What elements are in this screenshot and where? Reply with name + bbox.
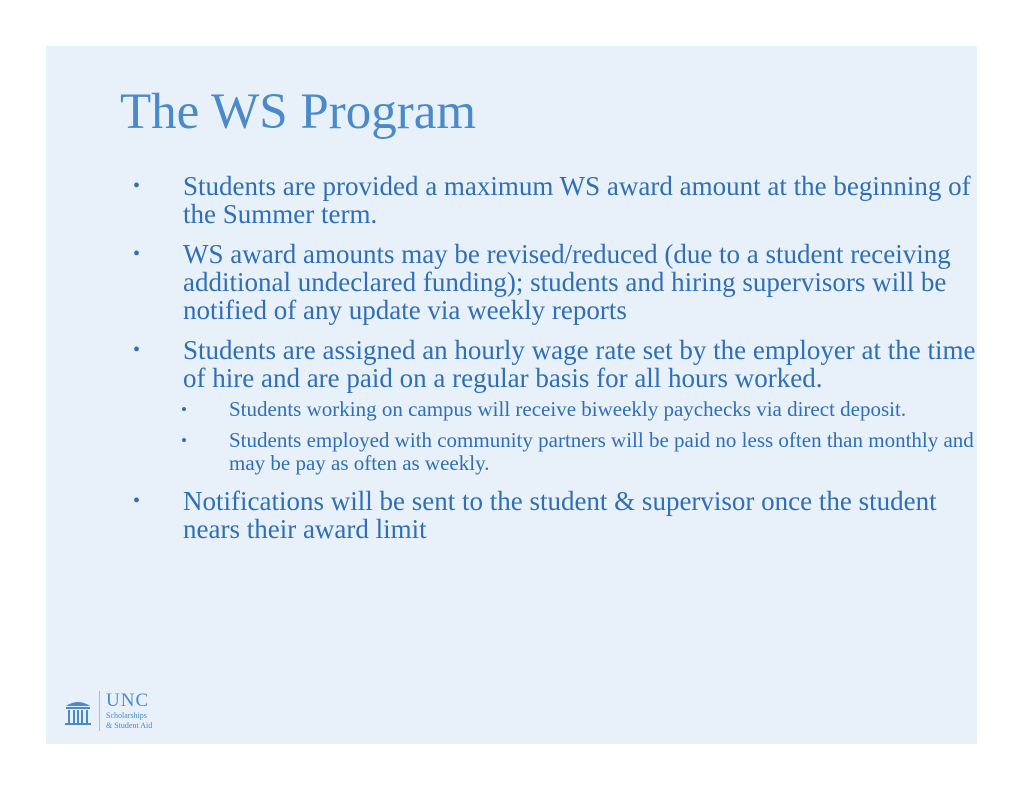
sub-bullet-item (46, 398, 977, 421)
sub-bullet-marker: • (181, 400, 187, 419)
slide (46, 46, 977, 744)
logo-name: UNC (106, 690, 150, 711)
sub-bullet-marker: • (181, 431, 187, 450)
bullet-item (46, 172, 977, 228)
bullet-marker: • (133, 339, 141, 361)
sub-bullet-list (183, 398, 977, 475)
bullet-item (46, 240, 977, 324)
bullet-text: WS award amounts may be revised/reduced (due to a student receiving additional undeclared funding); students and hiring supervisors will be notified of any update via weekly reports (183, 239, 951, 325)
logo-subtitle-line2: & Student Aid (106, 721, 153, 730)
sub-bullet-text: Students employed with community partners will be paid no less often than monthly and may be pay as often as weekly. (229, 428, 974, 475)
bullet-list (46, 172, 977, 555)
bullet-text: Notifications will be sent to the student & supervisor once the student nears their award limit (183, 486, 937, 544)
bullet-text: Students are provided a maximum WS award amount at the beginning of the Summer term. (183, 171, 971, 229)
bullet-item (46, 487, 977, 543)
logo-subtitle-line1: Scholarships (106, 711, 147, 720)
slide-title: The WS Program (120, 84, 477, 140)
bullet-marker: • (133, 490, 141, 512)
sub-bullet-text: Students working on campus will receive biweekly paychecks via direct deposit. (229, 397, 907, 421)
bullet-item (46, 336, 977, 475)
bullet-marker: • (133, 175, 141, 197)
sub-bullet-item (46, 429, 977, 475)
old-well-icon (63, 697, 93, 727)
logo-divider (99, 691, 100, 731)
unc-logo (63, 689, 183, 731)
bullet-marker: • (133, 243, 141, 265)
bullet-text: Students are assigned an hourly wage rate set by the employer at the time of hire and are paid on a regular basis for all hours worked. (183, 335, 976, 393)
